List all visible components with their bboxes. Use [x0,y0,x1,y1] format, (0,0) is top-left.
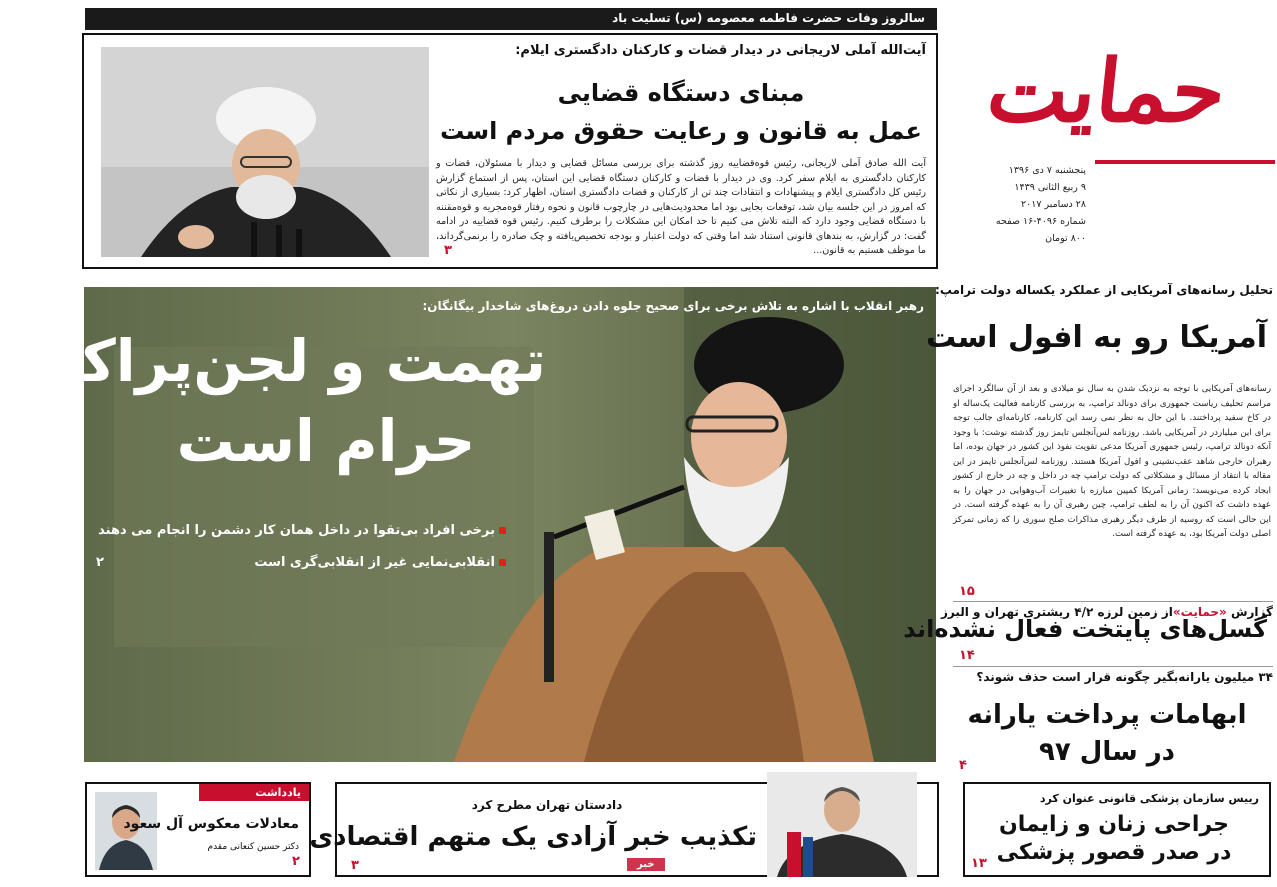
masthead-logo-underline [1095,160,1275,260]
top-story[interactable] [82,33,938,269]
prosecutor-kicker: دادستان تهران مطرح کرد [471,798,623,812]
bullet-text: انقلابی‌نمایی غیر از انقلابی‌گری است [254,555,495,570]
story-quake-page-number: ۱۴ [959,648,975,663]
bullet-text: برخی افراد بی‌تقوا در داخل همان کار دشمن را انجام می دهند [98,523,495,538]
opinion-box[interactable] [85,782,311,877]
date-hijri: ۹ ربیع الثانی ۱۴۳۹ [1014,182,1086,193]
date-gregorian: ۲۸ دسامبر ۲۰۱۷ [1021,199,1086,210]
story-subsidy-kicker: ۳۴ میلیون یارانه‌بگیر چگونه قرار است حذف شوند؟ [976,670,1273,684]
story-subsidy-headline-2[interactable]: در سال ۹۷ [1038,737,1176,767]
divider [953,666,1273,667]
masthead-dates [951,162,1086,247]
main-story-page-number: ۲ [96,555,104,570]
story-trump-headline[interactable]: آمریکا رو به افول است [926,320,1267,355]
top-banner: سالروز وفات حضرت فاطمه معصومه (س) تسلیت باد [85,8,937,30]
kicker-prefix: گزارش [1230,605,1273,619]
kicker-suffix: از زمین لرزه ۴/۲ ریشتری تهران و البرز [940,605,1173,619]
masthead [943,32,1275,272]
prosecutor-story[interactable] [309,782,939,877]
opinion-page-number: ۲ [292,854,300,869]
divider [953,601,1273,602]
prosecutor-headline[interactable]: تکذیب خبر آزادی یک متهم اقتصادی [309,822,757,852]
bullet-marker [499,559,506,566]
price: ۸۰۰ تومان [1045,233,1086,244]
top-story-photo [101,47,429,257]
main-story-bullet-1 [98,523,506,538]
bullet-marker [499,527,506,534]
forensics-story[interactable] [963,782,1271,877]
date-persian: پنجشنبه ۷ دی ۱۳۹۶ [1008,165,1086,176]
prosecutor-page-number: ۳ [351,858,359,873]
main-story-headline-1[interactable]: تهمت و لجن‌پراکنی [0,327,546,395]
forensics-page-number: ۱۳ [971,856,987,871]
opinion-title[interactable]: معادلات معکوس آل سعود [123,816,299,832]
main-story[interactable] [0,287,936,762]
main-story-kicker: رهبر انقلاب با اشاره به تلاش برخی برای صحیح جلوه دادن دروغ‌های شاخدار بیگانگان: [422,299,924,313]
story-subsidy-page-number: ۴ [959,758,967,773]
top-story-headline-1[interactable]: مبنای دستگاه قضایی [557,79,805,107]
main-story-bullet-2 [254,555,506,570]
prosecutor-photo [767,772,917,877]
story-quake-headline[interactable]: گسل‌های پایتخت فعال نشده‌اند [903,615,1267,643]
issue-number: شماره ۴۰۹۶-۱۶ صفحه [995,216,1086,227]
top-story-page-number: ۳ [444,243,452,258]
kicker-brand: «حمایت» [1172,605,1227,619]
top-story-body: آیت الله صادق آملی لاریجانی، رئیس قوه‌قضاییه روز گذشته برای بررسی مسائل قضایی و دیدار با مسئولان، قضات و کارکنان دادگستری به ایلام سفر کرد. وی در دیدار با قضات و کارکنان دستگاه قضایی این استان، پس از استماع گزارش رئیس کل دادگستری ایلام و پیشنهادات و انتقادات چند تن از کارکنان و قضات دادگستری استان، اظهار کرد: بسیاری از نکاتی که امروز در این جلسه بیان شد، توقعات بجایی بود اما محدودیت‌هایی در چارچوب قانون و نحوه رفتار قوه‌مجریه و قوه‌مقننه با دستگاه قضایی وجود دارد که البته تلاش می کنیم تا حد امکان این مشکلات را برطرف کنیم. رئیس قوه قضاییه در ادامه گفت: در گزارش، به بندهای قانونی استناد شد اما وقتی که دولت اعتبار و بودجه تخصیص‌یافته و چک صادره را برنمی‌گرداند، ما موظف هستیم به قانون... [436,158,926,256]
top-story-headline-2[interactable]: عمل به قانون و رعایت حقوق مردم است [440,117,922,145]
forensics-headline-2[interactable]: در صدر قصور پزشکی [996,840,1232,865]
masthead-logo: حمایت [982,41,1231,142]
forensics-kicker: رییس سازمان پزشکی قانونی عنوان کرد [1039,792,1259,805]
story-trump-body: رسانه‌های آمریکایی با توجه به نزدیک شدن به سال نو میلادی و بعد از آن سالگرد اجرای مراسم تحلیف ریاست جمهوری برای دونالد ترامپ، به بررسی کارنامه فعالیت یک‌ساله او در کاخ سفید پرداختند. با این حال به نظر نمی رسد این کارنامه، کارنامه‌ای جالب توجه برای این میلیاردر در آمریکایی باشد. روزنامه لس‌آنجلس تایمز روز گذشته نوشت: با وجود آنکه دونالد ترامپ، رئیس جمهوری آمریکا مدعی تقویت نفوذ این کشور در جهان بوده، اما رهبران خارجی شاهد عقب‌نشینی و افول آمریکا هستند. روزنامه لس‌آنجلس تایمز در این مقاله با انتقاد از مسائل و مشکلاتی که دولت ترامپ چه در داخل و چه در خارج از کشور ایجاد کرده می‌نویسد: زمانی آمریکا کمپین مبارزه با تغییرات آب‌وهوایی در جهان را به عهده داشت که اکنون آن را به لطف ترامپ، چین رهبری آن را به عهده گرفته است. در این حالی است که روسیه از طرف دیگر رهبری مذاکرات صلح سوری را که زمانی تمرکز اصلی دولت آمریکا بود، به عهده گرفته است. [953,384,1271,539]
opinion-label: یادداشت [199,784,309,801]
main-story-headline-2[interactable]: حرام است [176,407,476,475]
story-trump-page-number: ۱۵ [959,584,975,599]
opinion-author: دکتر حسین کنعانی مقدم [207,842,299,852]
story-trump-kicker: تحلیل رسانه‌های آمریکایی از عملکرد یکساله دولت ترامپ: [935,283,1273,297]
top-story-kicker: آیت‌الله آملی لاریجانی در دیدار قضات و کارکنان دادگستری ایلام: [515,43,926,58]
news-stamp: خبر [627,858,665,871]
forensics-headline-1[interactable]: جراحی زنان و زایمان [998,812,1230,837]
story-subsidy-headline-1[interactable]: ابهامات پرداخت یارانه [967,700,1247,730]
